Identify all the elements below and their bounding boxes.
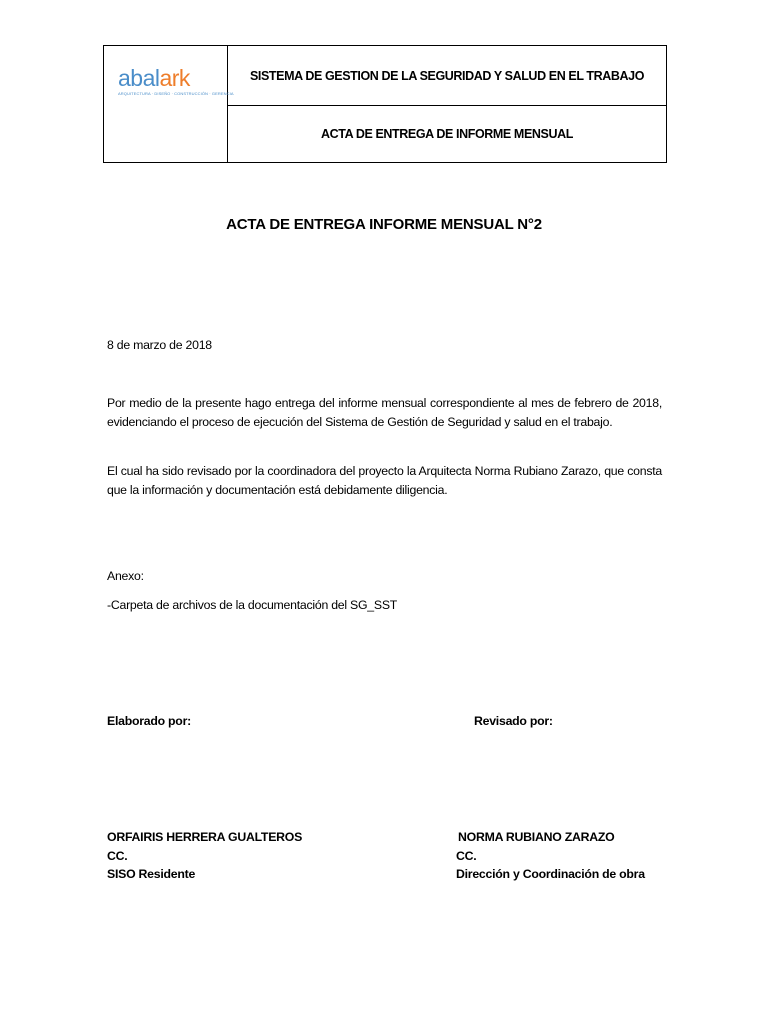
document-date: 8 de marzo de 2018 <box>107 338 212 352</box>
paragraph-2: El cual ha sido revisado por la coordinadora del proyecto la Arquitecta Norma Rubiano Zarazo, que consta que la información y documentación está debidamente diligencia. <box>107 464 662 497</box>
annex-item: -Carpeta de archivos de la documentación del SG_SST <box>107 598 398 612</box>
reviewed-by-label: Revisado por: <box>474 714 553 728</box>
logo-text-part2: ark <box>159 65 190 91</box>
signer-left-role: SISO Residente <box>107 867 196 881</box>
signer-right-name: NORMA RUBIANO ZARAZO <box>458 830 615 844</box>
system-title: SISTEMA DE GESTION DE LA SEGURIDAD Y SALUD EN EL TRABAJO <box>249 68 645 83</box>
signer-right-id: CC. <box>456 849 477 863</box>
document-type: ACTA DE ENTREGA DE INFORME MENSUAL <box>321 126 573 141</box>
logo-text-part1: abal <box>118 65 160 91</box>
logo-subtitle: ARQUITECTURA · DISEÑO · CONSTRUCCIÓN · GERENCIA <box>118 91 234 96</box>
paragraph-1: Por medio de la presente hago entrega del informe mensual correspondiente al mes de febrero de 2018, evidenciando el proceso de ejecución del Sistema de Gestión de Seguridad y salud en el trabajo. <box>107 396 662 429</box>
signer-left-name: ORFAIRIS HERRERA GUALTEROS <box>107 830 303 844</box>
header-table <box>103 45 667 163</box>
logo-wordmark <box>118 66 222 90</box>
header-system-title-cell <box>228 46 666 106</box>
prepared-by-label: Elaborado por: <box>107 714 191 728</box>
signer-right-role: Dirección y Coordinación de obra <box>456 867 645 881</box>
logo-cell <box>104 46 234 162</box>
annex-label: Anexo: <box>107 569 144 583</box>
signer-left-id: CC. <box>107 849 128 863</box>
company-logo <box>118 65 234 96</box>
document-title: ACTA DE ENTREGA INFORME MENSUAL N°2 <box>226 216 542 233</box>
header-doc-type-cell <box>228 105 666 162</box>
